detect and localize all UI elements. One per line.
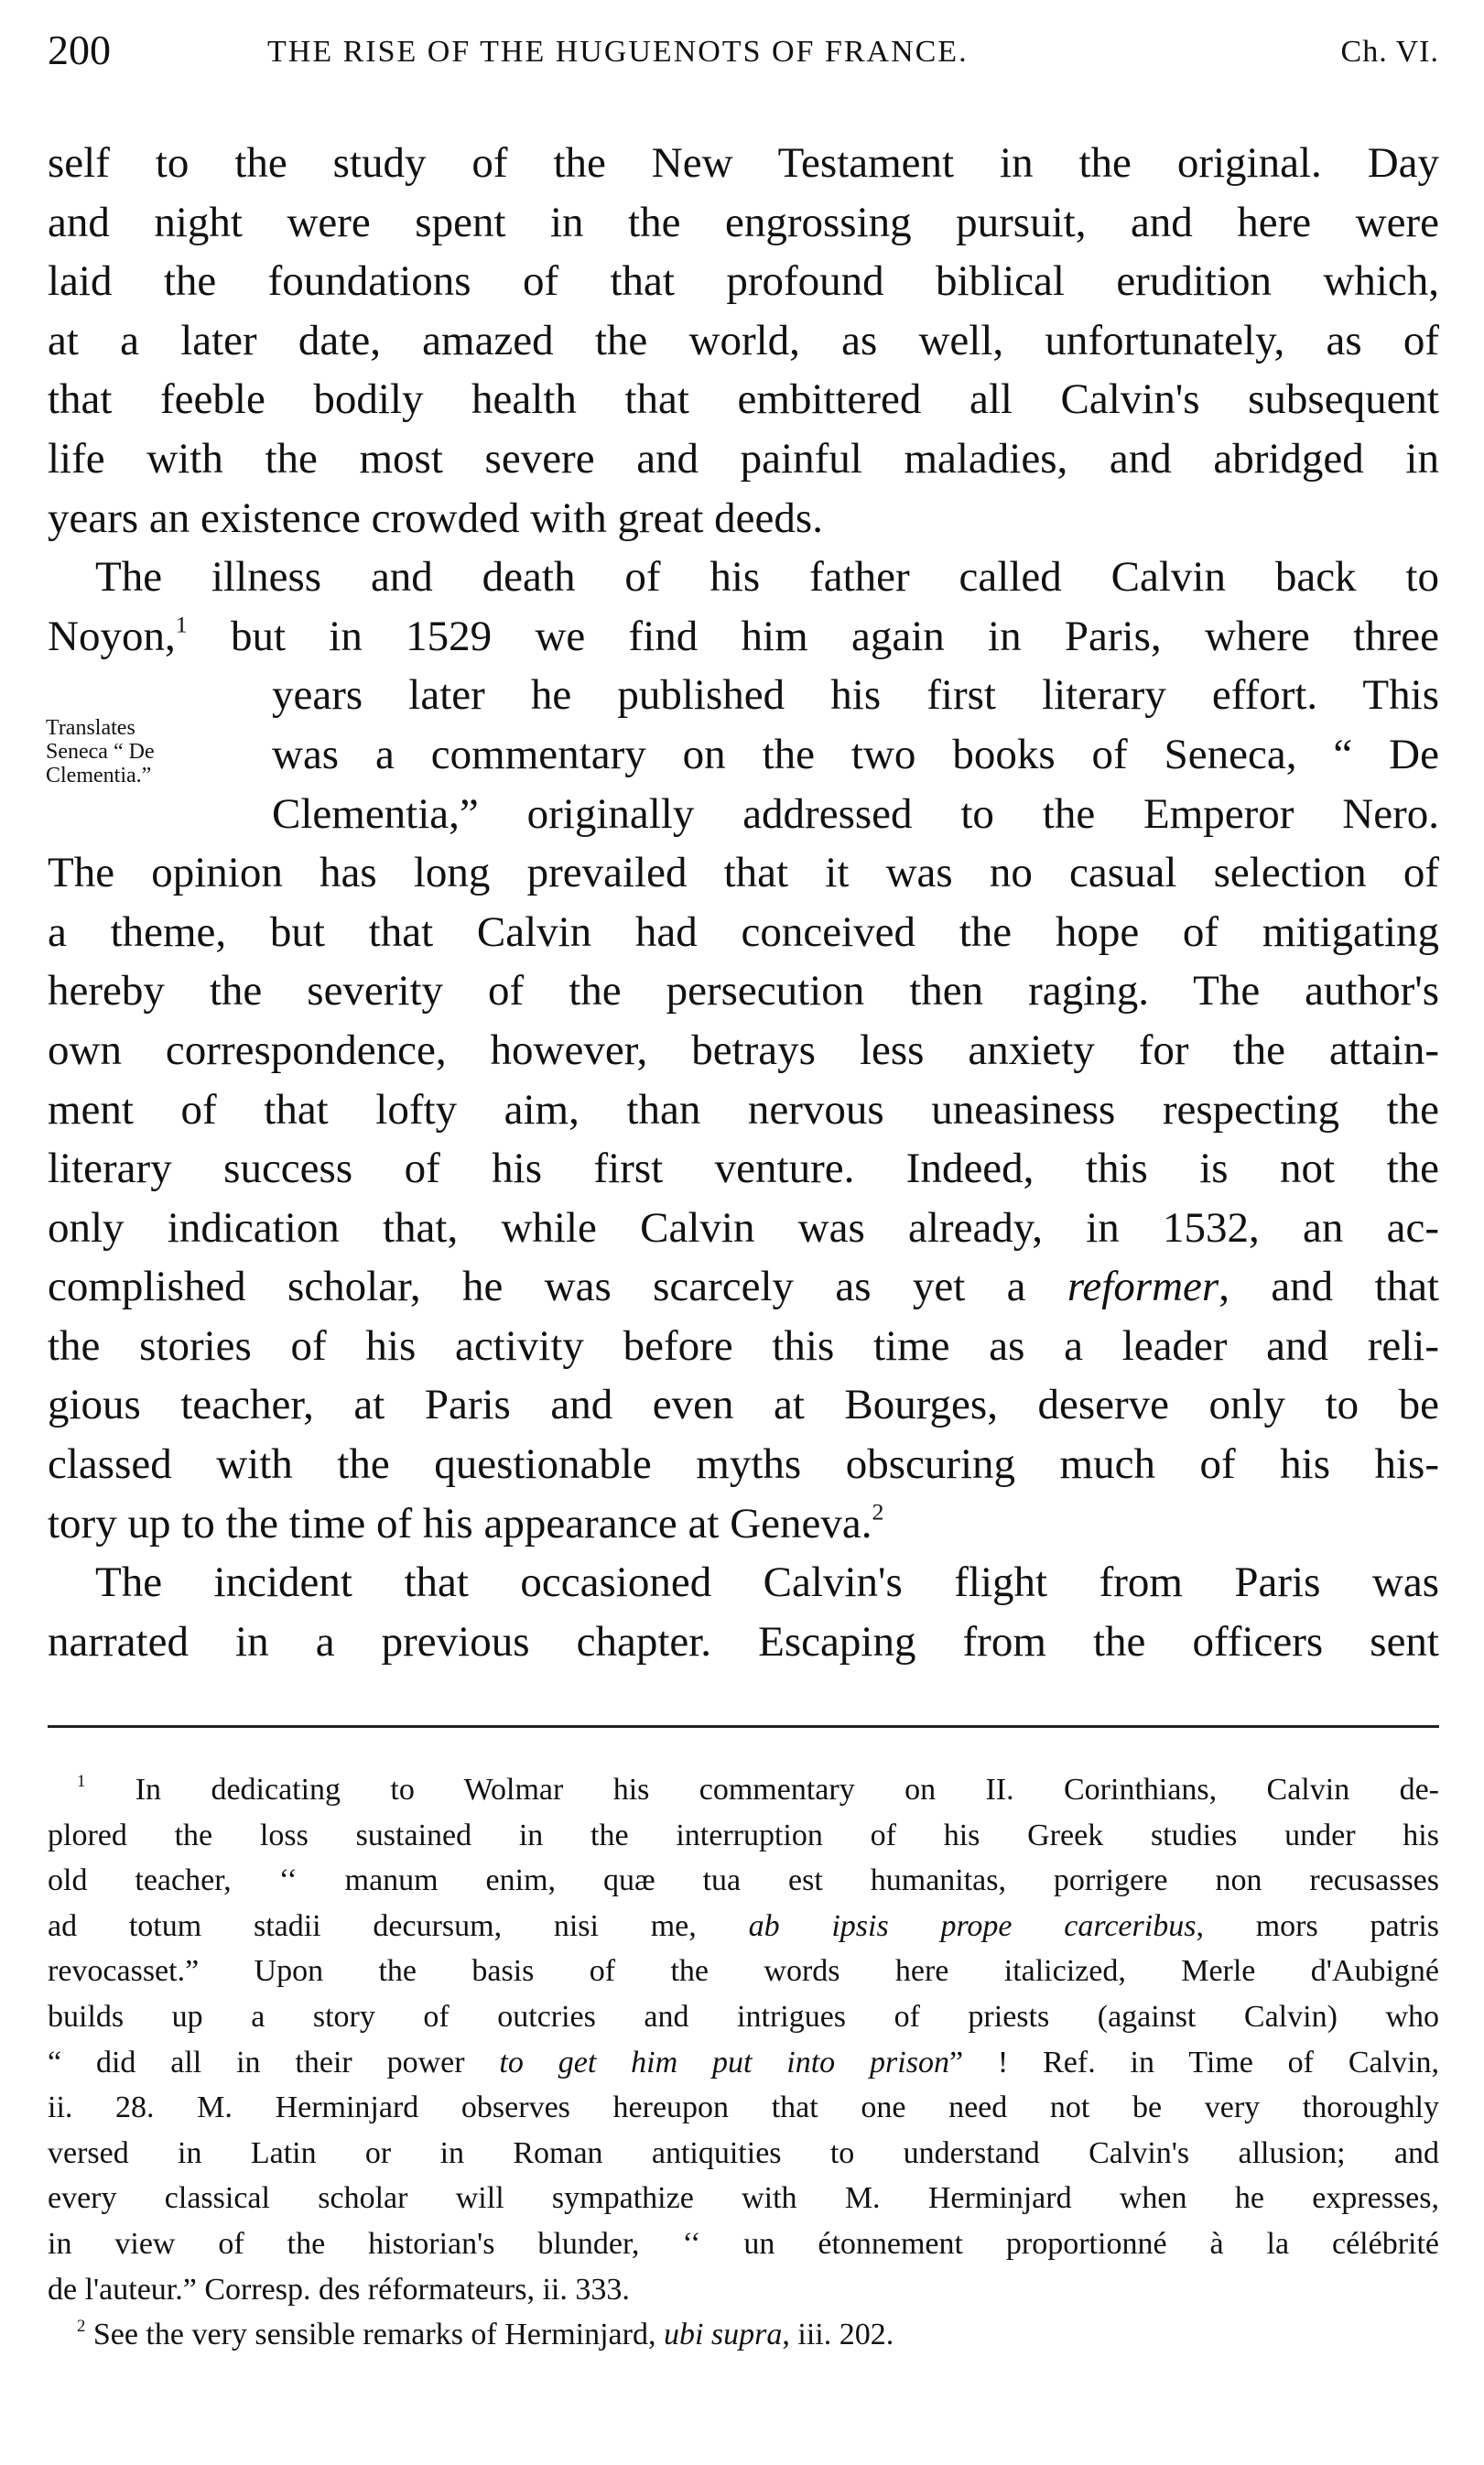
running-header — [48, 26, 1439, 81]
running-title: THE RISE OF THE HUGUENOTS OF FRANCE. — [267, 35, 969, 69]
footnote-line: revocasset.” Upon the basis of the words here italicized, Merle d'Aubigné — [48, 1954, 1439, 1989]
body-line: life with the most severe and painful maladies, and abridged in — [48, 434, 1439, 483]
body-text-run: but in 1529 we find him again in Paris, where three — [230, 612, 1439, 660]
footnotes — [48, 1767, 1439, 2358]
body-text-run: Noyon, — [48, 612, 176, 660]
footnote-line: plored the loss sustained in the interruption of his Greek studies under his — [48, 1818, 1439, 1852]
footnote-line: old teacher, ‘‘ manum enim, quæ tua est humanitas, porrigere non recusasses — [48, 1863, 1439, 1898]
body-line: gious teacher, at Paris and even at Bourges, deserve only to be — [48, 1381, 1439, 1429]
body-line: self to the study of the New Testament in the original. Day — [48, 139, 1439, 187]
body-line: that feeble bodily health that embittered all Calvin's subsequent — [48, 375, 1439, 424]
footnote-line: builds up a story of outcries and intrigues of priests (against Calvin) who — [48, 1999, 1439, 2034]
italic-text: ubi supra — [663, 2318, 783, 2352]
body-line: only indication that, while Calvin was already, in 1532, an ac- — [48, 1203, 1439, 1252]
footnote-line: every classical scholar will sympathize with M. Herminjard when he expresses, — [48, 2181, 1439, 2216]
margin-note-line: Clementia.” — [46, 764, 152, 787]
footnote-number: 1 — [77, 1771, 86, 1791]
footnote-line — [48, 1904, 1439, 1949]
footnote-text-run: , mors patris — [1196, 1908, 1440, 1943]
footnote-text-run: In dedicating to Wolmar his commentary on II. Corinthians, Calvin de- — [135, 1773, 1440, 1807]
footnote-text-run: ad totum stadii decursum, nisi me, — [48, 1908, 697, 1943]
footnote-marker: 1 — [175, 611, 188, 638]
footnote-line — [48, 1767, 1439, 1813]
footnote-number: 2 — [77, 2317, 86, 2337]
body-line: own correspondence, however, betrays less anxiety for the attain- — [48, 1026, 1439, 1074]
body-line: a theme, but that Calvin had conceived the hope of mitigating — [48, 907, 1439, 956]
body-line: The illness and death of his father called Calvin back to — [95, 553, 1439, 602]
italic-text: to get him put into prison — [499, 2045, 949, 2080]
footnote-marker: 2 — [872, 1498, 884, 1526]
body-line: Clementia,” originally addressed to the Emperor Nero. — [272, 789, 1439, 838]
body-text-run: tory up to the time of his appearance at Geneva. — [48, 1499, 872, 1547]
body-line: and night were spent in the engrossing pursuit, and here were — [48, 198, 1439, 246]
body-line: The incident that occasioned Calvin's flight from Paris was — [95, 1558, 1439, 1607]
margin-note-line: Seneca “ De — [46, 740, 155, 764]
body-line: narrated in a previous chapter. Escaping from the officers sent — [48, 1617, 1439, 1666]
margin-note — [46, 716, 229, 787]
body-line: was a commentary on the two books of Seneca, “ De — [272, 730, 1439, 778]
body-line — [48, 607, 1439, 667]
body-line: years later he published his first literary effort. This — [272, 671, 1439, 720]
footnote-line: in view of the historian's blunder, ‘‘ un étonnement proportionné à la célébrité — [48, 2226, 1439, 2261]
body-line: years an existence crowded with great deeds. — [48, 494, 823, 542]
body-line: The opinion has long prevailed that it was no casual selection of — [48, 849, 1439, 897]
italic-text: reformer — [1067, 1263, 1219, 1311]
body-line: hereby the severity of the persecution then raging. The author's — [48, 967, 1439, 1015]
footnote-line — [48, 2312, 1439, 2358]
body-line: classed with the questionable myths obscuring much of his his- — [48, 1440, 1439, 1489]
body-line: literary success of his first venture. Indeed, this is not the — [48, 1145, 1439, 1193]
body-text-run: complished scholar, he was scarcely as yet a — [48, 1263, 1026, 1311]
body-text — [48, 134, 1439, 1671]
body-line: laid the foundations of that profound biblical erudition which, — [48, 257, 1439, 306]
footnote-divider — [48, 1725, 1439, 1728]
footnote-line: de l'auteur.” Corresp. des réformateurs, ii. 333. — [48, 2272, 630, 2307]
body-text-run: , and that — [1219, 1263, 1439, 1311]
footnote-line — [48, 2040, 1439, 2086]
margin-note-line: Translates — [46, 716, 135, 740]
chapter-reference: Ch. VI. — [1340, 35, 1439, 69]
footnote-line: versed in Latin or in Roman antiquities to understand Calvin's allusion; and — [48, 2135, 1439, 2170]
body-line — [48, 1257, 1439, 1317]
body-line — [48, 1494, 1439, 1554]
footnote-line: ii. 28. M. Herminjard observes hereupon that one need not be very thoroughly — [48, 2090, 1439, 2125]
footnote-text-run: “ did all in their power — [48, 2045, 465, 2080]
footnote-text-run: ” ! Ref. in Time of Calvin, — [948, 2045, 1440, 2080]
footnote-text-run: See the very sensible remarks of Herminjard, — [92, 2318, 656, 2352]
page-number: 200 — [48, 27, 111, 73]
italic-text: ab ipsis prope carceribus — [748, 1908, 1197, 1943]
body-line: the stories of his activity before this time as a leader and reli- — [48, 1321, 1439, 1370]
footnote-text-run: , iii. 202. — [782, 2318, 894, 2352]
body-line: ment of that lofty aim, than nervous uneasiness respecting the — [48, 1085, 1439, 1134]
body-line: at a later date, amazed the world, as well, unfortunately, as of — [48, 316, 1439, 364]
